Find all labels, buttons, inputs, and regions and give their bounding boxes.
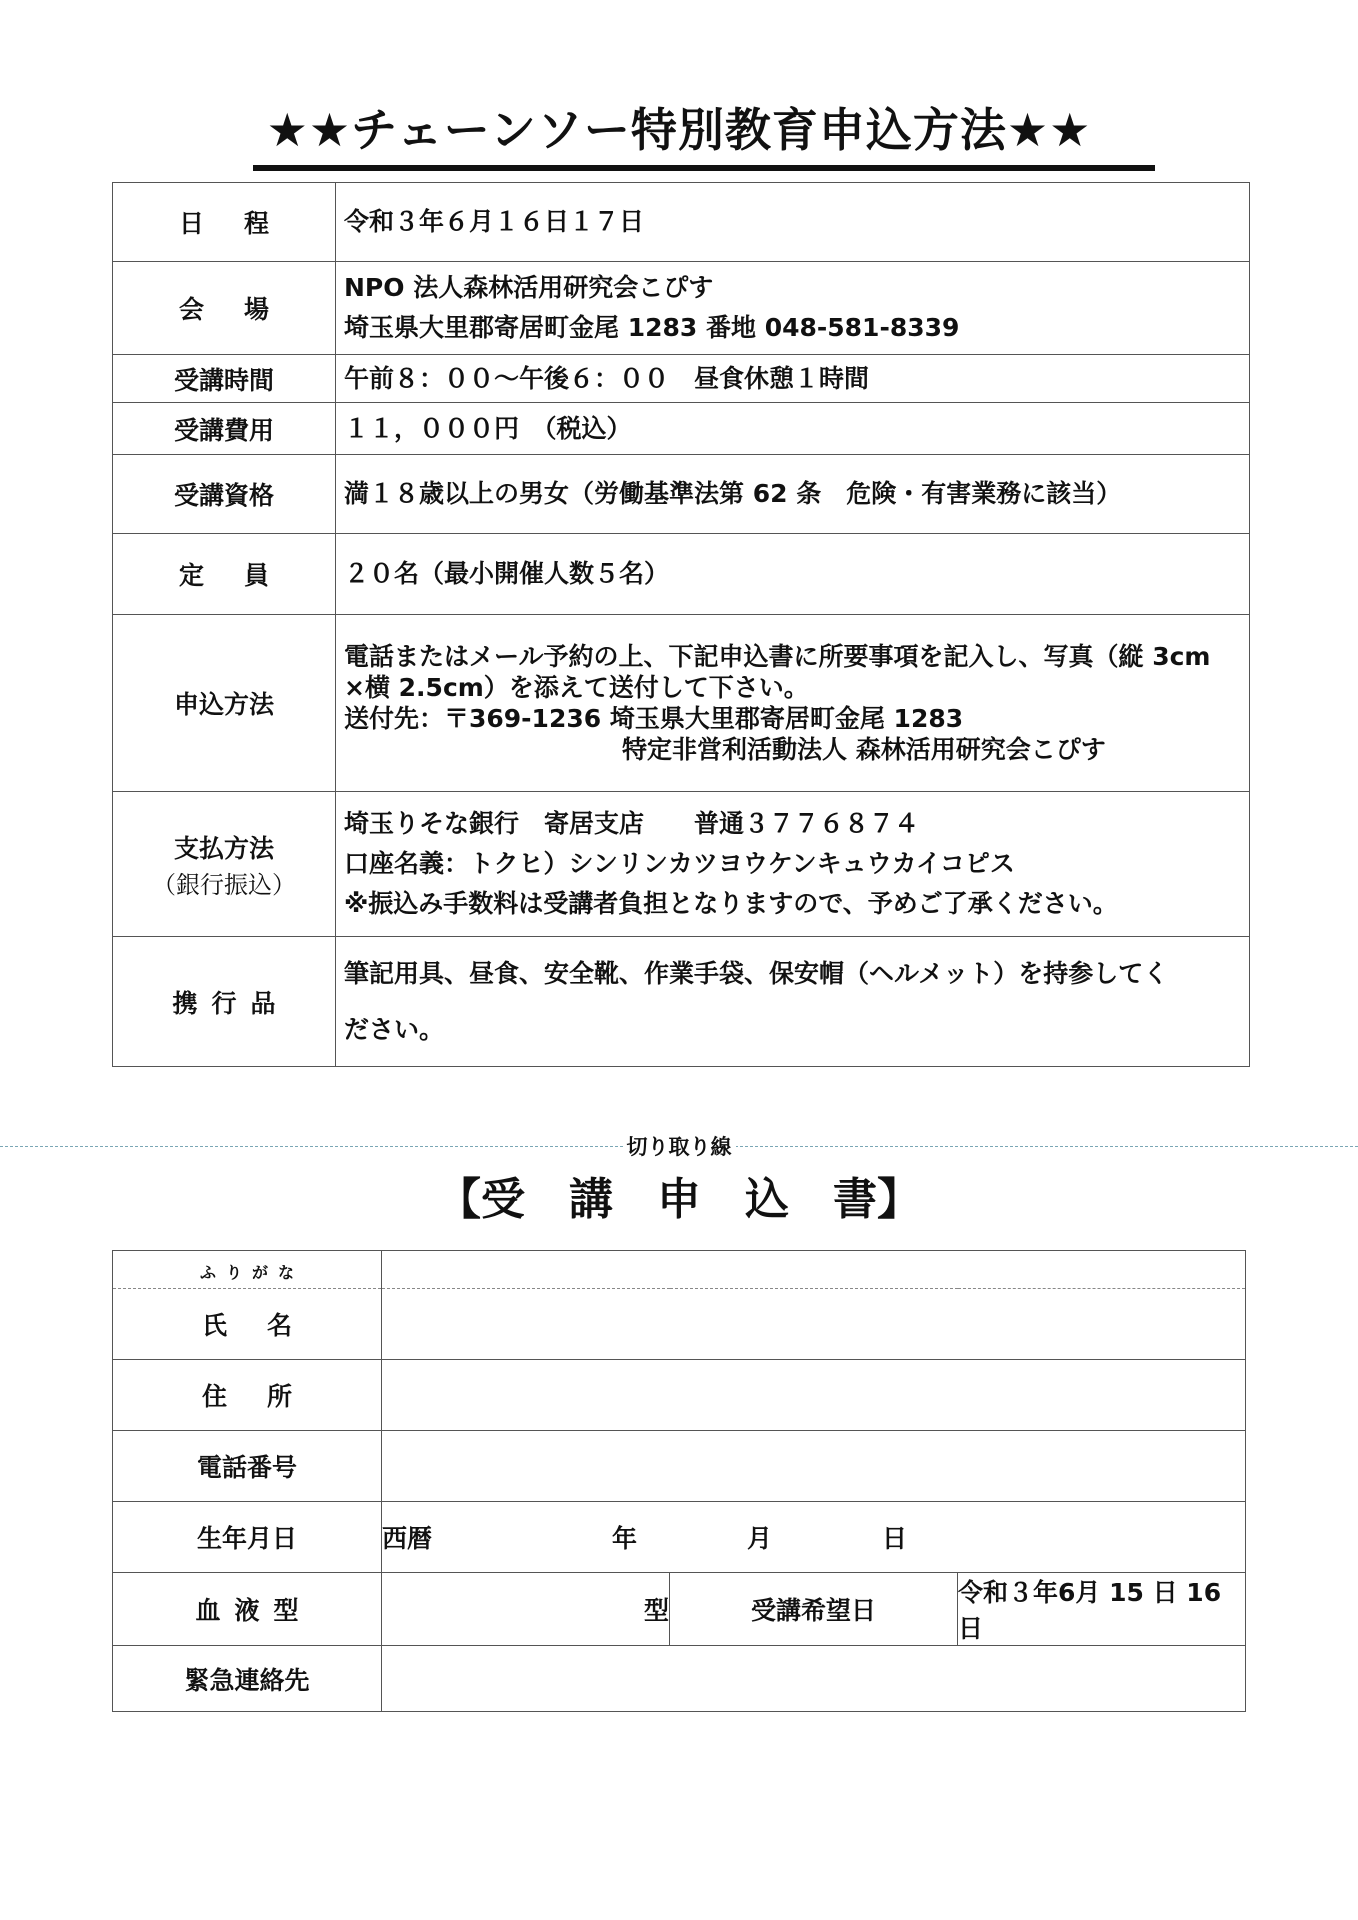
hours-value: 午前８：００～午後６：００ 昼食休憩１時間 (336, 355, 1250, 403)
blood-label: 血液型 (113, 1573, 382, 1646)
year-text: 年 (612, 1524, 638, 1553)
title-underline (253, 165, 1155, 171)
schedule-value: 令和３年６月１６日１７日 (336, 183, 1250, 262)
birthdate-row (113, 1502, 1246, 1573)
emergency-row (113, 1646, 1246, 1712)
birthdate-field[interactable] (382, 1502, 1246, 1573)
name-field[interactable] (382, 1289, 1246, 1360)
address-row (113, 1360, 1246, 1431)
items-value (336, 937, 1250, 1067)
application-line-4: 特定非営利活動法人 森林活用研究会こぴす (622, 735, 1106, 764)
venue-label: 会場 (113, 262, 336, 355)
furigana-field[interactable] (382, 1251, 1246, 1289)
phone-label: 電話番号 (113, 1431, 382, 1502)
capacity-value: ２０名（最小開催人数５名） (336, 534, 1250, 615)
eligibility-row (113, 455, 1250, 534)
items-label: 携行品 (113, 937, 336, 1067)
month-text: 月 (747, 1524, 773, 1553)
cut-line-label: 切り取り線 (0, 1131, 1358, 1161)
blood-type-field[interactable]: 型 (382, 1573, 670, 1646)
emergency-field[interactable] (382, 1646, 1246, 1712)
payment-sublabel: （銀行振込） (152, 870, 296, 899)
venue-name: NPO 法人森林活用研究会こぴす (344, 273, 714, 302)
eligibility-value: 満１８歳以上の男女（労働基準法第 62 条 危険・有害業務に該当） (336, 455, 1250, 534)
application-value (336, 615, 1250, 792)
application-line-1: 電話またはメール予約の上、下記申込書に所要事項を記入し、写真（縦 3cm (344, 642, 1211, 671)
schedule-row (113, 183, 1250, 262)
day-text: 日 (882, 1524, 908, 1553)
hours-row (113, 355, 1250, 403)
emergency-label: 緊急連絡先 (113, 1646, 382, 1712)
furigana-row (113, 1251, 1246, 1289)
payment-value (336, 792, 1250, 937)
address-field[interactable] (382, 1360, 1246, 1431)
items-line-2: ださい。 (344, 1014, 445, 1044)
payment-row (113, 792, 1250, 937)
account-name: 口座名義：トクヒ）シンリンカツヨウケンキュウカイコピス (344, 849, 1015, 878)
capacity-row (113, 534, 1250, 615)
fee-note: ※振込み手数料は受講者負担となりますので、予めご了承ください。 (344, 889, 1118, 918)
payment-label: 支払方法 （銀行振込） (113, 792, 336, 937)
phone-row (113, 1431, 1246, 1502)
venue-value (336, 262, 1250, 355)
application-label: 申込方法 (113, 615, 336, 792)
form-title: 【受 講 申 込 書】 (437, 1174, 921, 1225)
fee-row (113, 403, 1250, 455)
application-line-2: ×横 2.5cm）を添えて送付して下さい。 (344, 673, 809, 702)
application-form (112, 1250, 1246, 1712)
desired-date-label: 受講希望日 (670, 1573, 958, 1646)
items-line-1: 筆記用具、昼食、安全靴、作業手袋、保安帽（ヘルメット）を持参してく (344, 958, 1169, 988)
name-label: 氏名 (113, 1289, 382, 1360)
era-text: 西暦 (382, 1524, 433, 1553)
hours-label: 受講時間 (113, 355, 336, 403)
application-line-3: 送付先：〒369-1236 埼玉県大里郡寄居町金尾 1283 (344, 704, 964, 733)
fee-label: 受講費用 (113, 403, 336, 455)
phone-field[interactable] (382, 1431, 1246, 1502)
birthdate-label: 生年月日 (113, 1502, 382, 1573)
address-label: 住所 (113, 1360, 382, 1431)
info-table (112, 182, 1250, 1067)
schedule-label: 日程 (113, 183, 336, 262)
furigana-label: ふりがな (113, 1251, 382, 1289)
eligibility-label: 受講資格 (113, 455, 336, 534)
bank-info: 埼玉りそな銀行 寄居支店 普通３７７６８７４ (344, 809, 920, 838)
venue-row (113, 262, 1250, 355)
items-row (113, 937, 1250, 1067)
application-row (113, 615, 1250, 792)
venue-address: 埼玉県大里郡寄居町金尾 1283 番地 048-581-8339 (344, 313, 960, 342)
desired-date-value: 令和３年6月 15 日 16 日 (958, 1573, 1246, 1646)
capacity-label: 定員 (113, 534, 336, 615)
name-row (113, 1289, 1246, 1360)
fee-value: １１，０００円 （税込） (336, 403, 1250, 455)
blood-row (113, 1573, 1246, 1646)
page-title: ★★チェーンソー特別教育申込方法★★ (266, 103, 1092, 157)
